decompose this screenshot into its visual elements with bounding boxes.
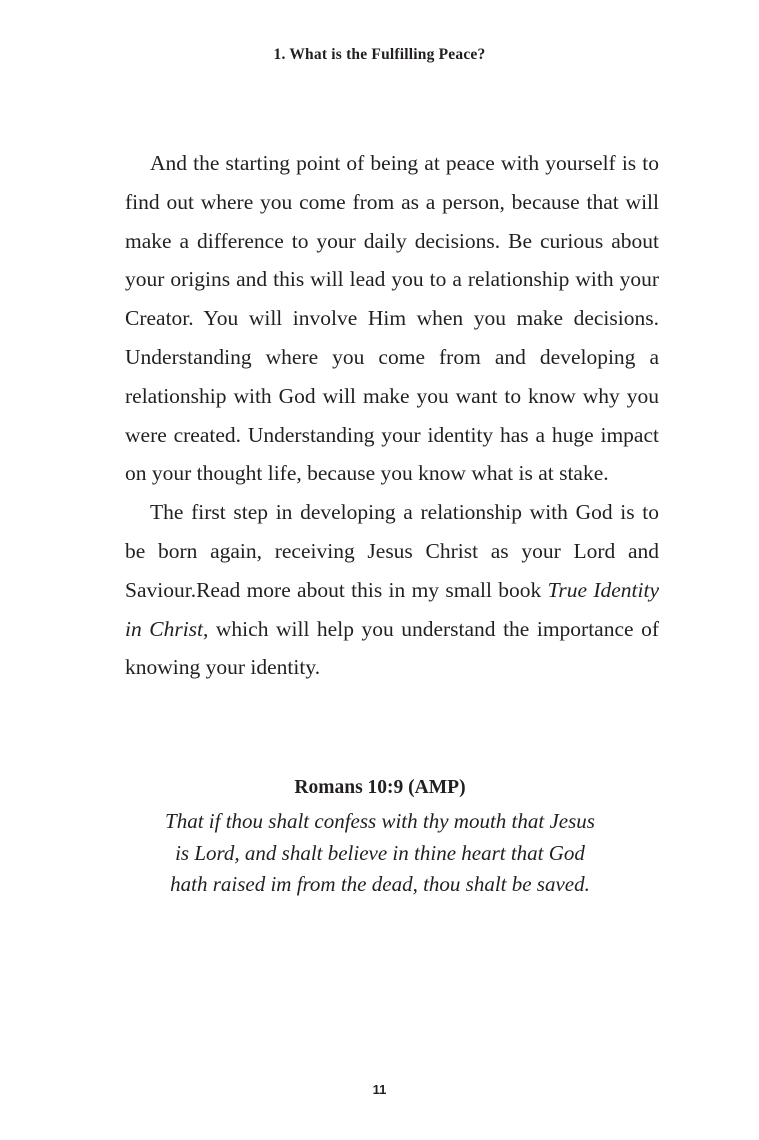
- book-title: True Identity in Christ: [125, 577, 659, 641]
- scripture-text: That if thou shalt confess with thy mouth that Jesus is Lord, and shalt believe in thine heart that God hath raised im from the dead, thou shalt be saved.: [165, 809, 595, 896]
- paragraph-2-text-end: , which will help you understand the importance of knowing your identity.: [125, 616, 659, 680]
- body-text: [125, 144, 659, 687]
- page-number: 11: [372, 1082, 387, 1097]
- scripture-quote: [140, 774, 620, 901]
- paragraph-2: [125, 493, 659, 687]
- paragraph-2-text-start: The first step in developing a relationship with God is to be born again, receiving Jesus Christ as your Lord and Saviour.Read more about this in my small book: [125, 500, 659, 602]
- paragraph-1: And the starting point of being at peace with yourself is to find out where you come from as a person, because that will make a difference to your daily decisions. Be curious about your origins and this will lead you to a relationship with your Creator. You will involve Him when you make decisions. Understanding where you come from and developing a relationship with God will make you want to know why you were created. Understanding your identity has a huge impact on your thought life, because you know what is at stake.: [125, 151, 659, 486]
- running-head: 1. What is the Fulfilling Peace?: [273, 46, 486, 63]
- scripture-reference: Romans 10:9 (AMP): [294, 777, 466, 798]
